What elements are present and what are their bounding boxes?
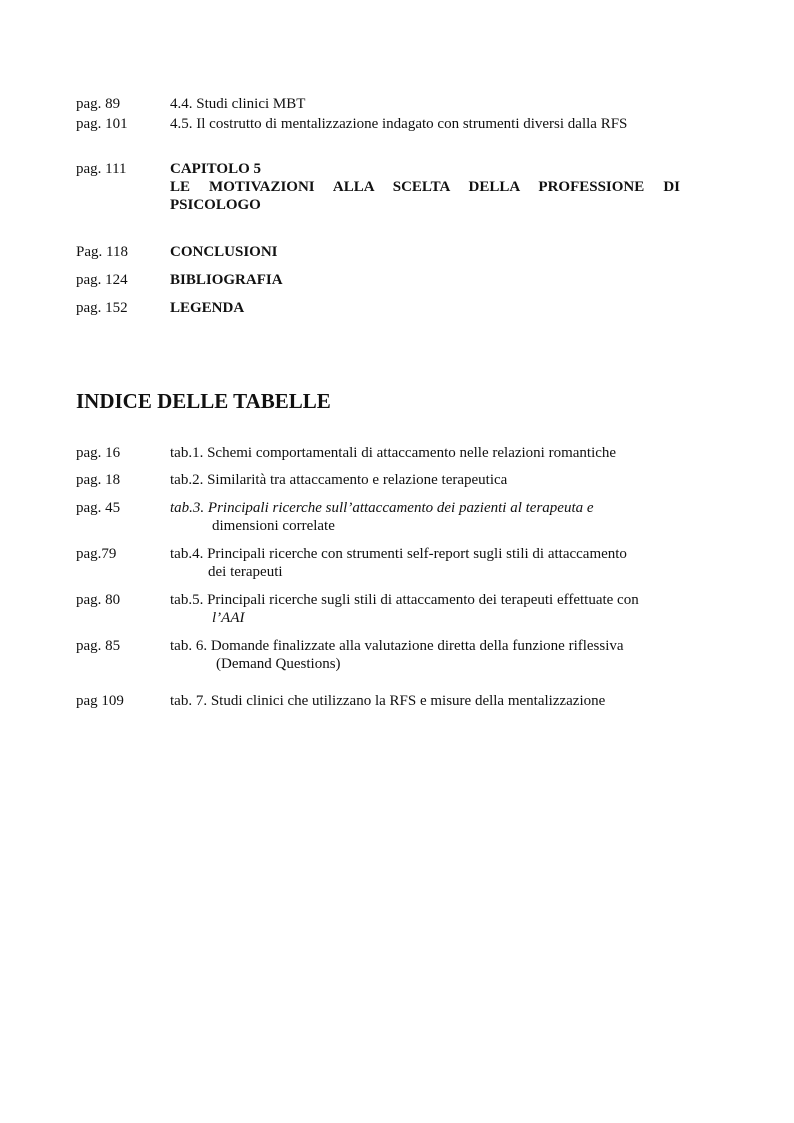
table-title: tab.1. Schemi comportamentali di attaccamento nelle relazioni romantiche: [170, 445, 617, 461]
toc-title: 4.5. Il costrutto di mentalizzazione indagato con strumenti diversi dalla RFS: [170, 116, 628, 132]
table-page-number: pag. 18: [76, 472, 121, 488]
table-title-block: [170, 637, 680, 673]
table-title: tab.2. Similarità tra attaccamento e relazione terapeutica: [170, 472, 508, 488]
table-title-block: [170, 591, 680, 627]
toc-page-number: Pag. 118: [76, 244, 128, 260]
toc-page-number: pag. 89: [76, 96, 121, 112]
toc-chapter-title: LE MOTIVAZIONI ALLA SCELTA DELLA PROFESSIONE DI: [170, 179, 680, 195]
table-page-number: pag. 80: [76, 592, 121, 608]
tables-index-heading: INDICE DELLE TABELLE: [76, 389, 331, 413]
toc-page-number: pag. 124: [76, 272, 128, 288]
toc-chapter-label: CAPITOLO 5: [170, 161, 261, 177]
toc-title: LEGENDA: [170, 300, 245, 316]
toc-page-number: pag. 111: [76, 161, 127, 177]
table-title-cont: (Demand Questions): [216, 656, 341, 672]
table-title: tab.3. Principali ricerche sull’attaccamento dei pazienti al terapeuta e: [170, 500, 594, 516]
table-title-block: [170, 499, 680, 535]
toc-title: CONCLUSIONI: [170, 244, 278, 260]
table-title: tab.5. Principali ricerche sugli stili di attaccamento dei terapeuti effettuate con: [170, 592, 639, 608]
table-title-cont: dei terapeuti: [208, 564, 283, 580]
table-title: tab. 6. Domande finalizzate alla valutazione diretta della funzione riflessiva: [170, 638, 624, 654]
toc-chapter-block: [170, 160, 680, 214]
table-title-cont: dimensioni correlate: [212, 518, 335, 534]
toc-title: BIBLIOGRAFIA: [170, 272, 283, 288]
table-page-number: pag. 45: [76, 500, 121, 516]
table-title-block: [170, 545, 680, 581]
table-page-number: pag. 85: [76, 638, 121, 654]
toc-title: 4.4. Studi clinici MBT: [170, 96, 306, 112]
table-page-number: pag 109: [76, 693, 124, 709]
table-title: tab. 7. Studi clinici che utilizzano la RFS e misure della mentalizzazione: [170, 693, 606, 709]
toc-chapter-title-cont: PSICOLOGO: [170, 197, 261, 213]
toc-page-number: pag. 152: [76, 300, 128, 316]
table-title-cont: l’AAI: [212, 610, 245, 626]
table-title: tab.4. Principali ricerche con strumenti self-report sugli stili di attaccamento: [170, 546, 627, 562]
table-page-number: pag. 16: [76, 445, 121, 461]
table-page-number: pag.79: [76, 546, 117, 562]
toc-page-number: pag. 101: [76, 116, 128, 132]
